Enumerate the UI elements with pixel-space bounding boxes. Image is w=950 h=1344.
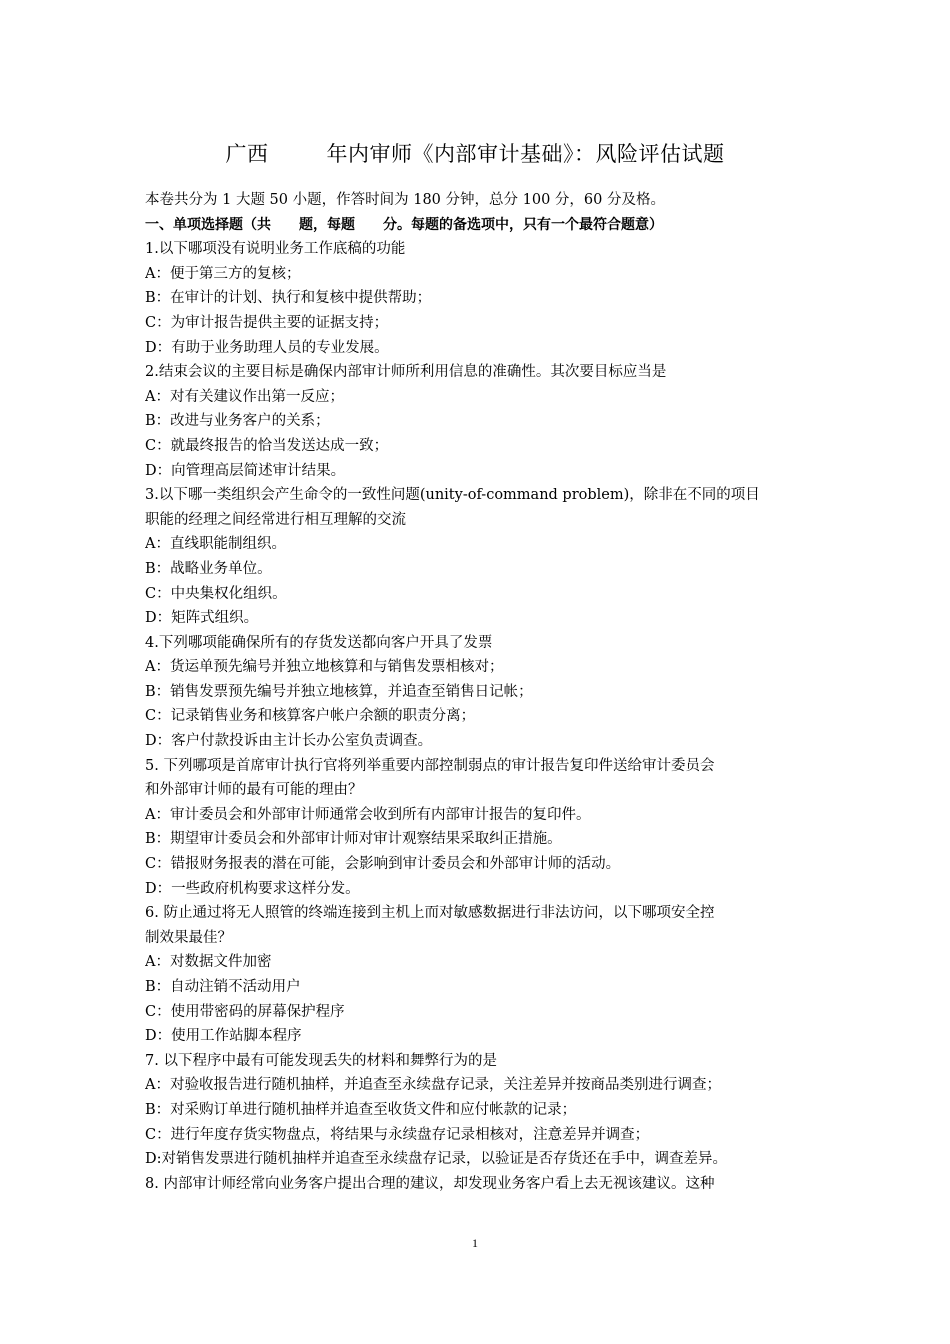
question-4-option-a: A：货运单预先编号并独立地核算和与销售发票相核对； xyxy=(145,659,504,676)
question-5-continued: 和外部审计师的最有可能的理由？ xyxy=(145,782,363,799)
question-2-option-a: A：对有关建议作出第一反应； xyxy=(145,388,344,405)
question-3-option-a: A：直线职能制组织。 xyxy=(145,536,286,553)
question-1-option-c: C：为审计报告提供主要的证据支持； xyxy=(145,314,389,331)
question-5-option-a: A：审计委员会和外部审计师通常会收到所有内部审计报告的复印件。 xyxy=(145,806,591,823)
title-text: 年内审师《内部审计基础》：风险评估试题 xyxy=(326,142,725,166)
title-region: 广西 xyxy=(225,142,269,166)
question-4: 4.下列哪项能确保所有的存货发送都向客户开具了发票 xyxy=(145,634,493,651)
question-6-option-b: B：自动注销不活动用户 xyxy=(145,979,301,995)
question-2-option-d: D：向管理高层简述审计结果。 xyxy=(145,462,346,479)
question-6-continued: 制效果最佳？ xyxy=(145,929,232,946)
question-5-option-b: B：期望审计委员会和外部审计师对审计观察结果采取纠正措施。 xyxy=(145,831,562,848)
question-3-option-d: D：矩阵式组织。 xyxy=(145,610,259,627)
question-2: 2.结束会议的主要目标是确保内部审计师所利用信息的准确性。其次要目标应当是 xyxy=(145,364,667,381)
question-4-option-c: C：记录销售业务和核算客户帐户余额的职责分离； xyxy=(145,708,476,725)
section-heading-part-1: 一、单项选择题（共 xyxy=(145,216,271,233)
question-6-option-a: A：对数据文件加密 xyxy=(145,954,272,971)
question-5: 5. 下列哪项是首席审计执行官将列举重要内部控制弱点的审计报告复印件送给审计委员会 xyxy=(145,757,715,774)
section-heading-part-3: 分。每题的备选项中，只有一个最符合题意） xyxy=(383,216,663,233)
question-7: 7. 以下程序中最有可能发现丢失的材料和舞弊行为的是 xyxy=(145,1052,497,1069)
question-3: 3.以下哪一类组织会产生命令的一致性问题(unity-of-command problem)，除非在不同的项目 xyxy=(145,487,760,504)
question-6-option-c: C：使用带密码的屏幕保护程序 xyxy=(145,1003,345,1020)
question-6: 6. 防止通过将无人照管的终端连接到主机上而对敏感数据进行非法访问，以下哪项安全控 xyxy=(145,905,715,922)
question-2-option-c: C：就最终报告的恰当发送达成一致； xyxy=(145,437,389,454)
section-heading xyxy=(145,213,813,238)
question-4-option-d: D：客户付款投诉由主计长办公室负责调查。 xyxy=(145,733,433,750)
section-heading-part-2: 题，每题 xyxy=(299,216,355,233)
question-1-option-d: D：有助于业务助理人员的专业发展。 xyxy=(145,339,389,356)
page-number: 1 xyxy=(472,1236,478,1250)
question-4-option-b: B：销售发票预先编号并独立地核算，并追查至销售日记帐； xyxy=(145,683,533,700)
question-5-option-d: D：一些政府机构要求这样分发。 xyxy=(145,880,360,897)
intro-text: 本卷共分为 1 大题 50 小题，作答时间为 180 分钟，总分 100 分，60 分及格。 xyxy=(145,192,665,208)
question-7-option-a: A：对验收报告进行随机抽样，并追查至永续盘存记录，关注差异并按商品类别进行调查； xyxy=(145,1077,721,1094)
question-3-option-b: B：战略业务单位。 xyxy=(145,560,272,577)
question-1: 1.以下哪项没有说明业务工作底稿的功能 xyxy=(145,241,406,258)
page-title xyxy=(0,138,950,168)
question-3-option-c: C：中央集权化组织。 xyxy=(145,585,287,602)
question-7-option-c: C：进行年度存货实物盘点，将结果与永续盘存记录相核对，注意差异并调查； xyxy=(145,1126,650,1143)
question-6-option-d: D：使用工作站脚本程序 xyxy=(145,1028,302,1045)
question-5-option-c: C：错报财务报表的潜在可能，会影响到审计委员会和外部审计师的活动。 xyxy=(145,856,621,873)
question-7-option-d: D:对销售发票进行随机抽样并追查至永续盘存记录，以验证是否存货还在手中，调查差异。 xyxy=(145,1151,728,1168)
question-2-option-b: B：改进与业务客户的关系； xyxy=(145,413,330,430)
question-1-option-a: A：便于第三方的复核； xyxy=(145,265,301,282)
document-body xyxy=(145,188,813,1196)
question-3-continued: 职能的经理之间经常进行相互理解的交流 xyxy=(145,511,406,528)
question-8: 8. 内部审计师经常向业务客户提出合理的建议，却发现业务客户看上去无视该建议。这种 xyxy=(145,1175,715,1192)
question-1-option-b: B：在审计的计划、执行和复核中提供帮助； xyxy=(145,290,432,307)
question-7-option-b: B：对采购订单进行随机抽样并追查至收货文件和应付帐款的记录； xyxy=(145,1101,577,1118)
